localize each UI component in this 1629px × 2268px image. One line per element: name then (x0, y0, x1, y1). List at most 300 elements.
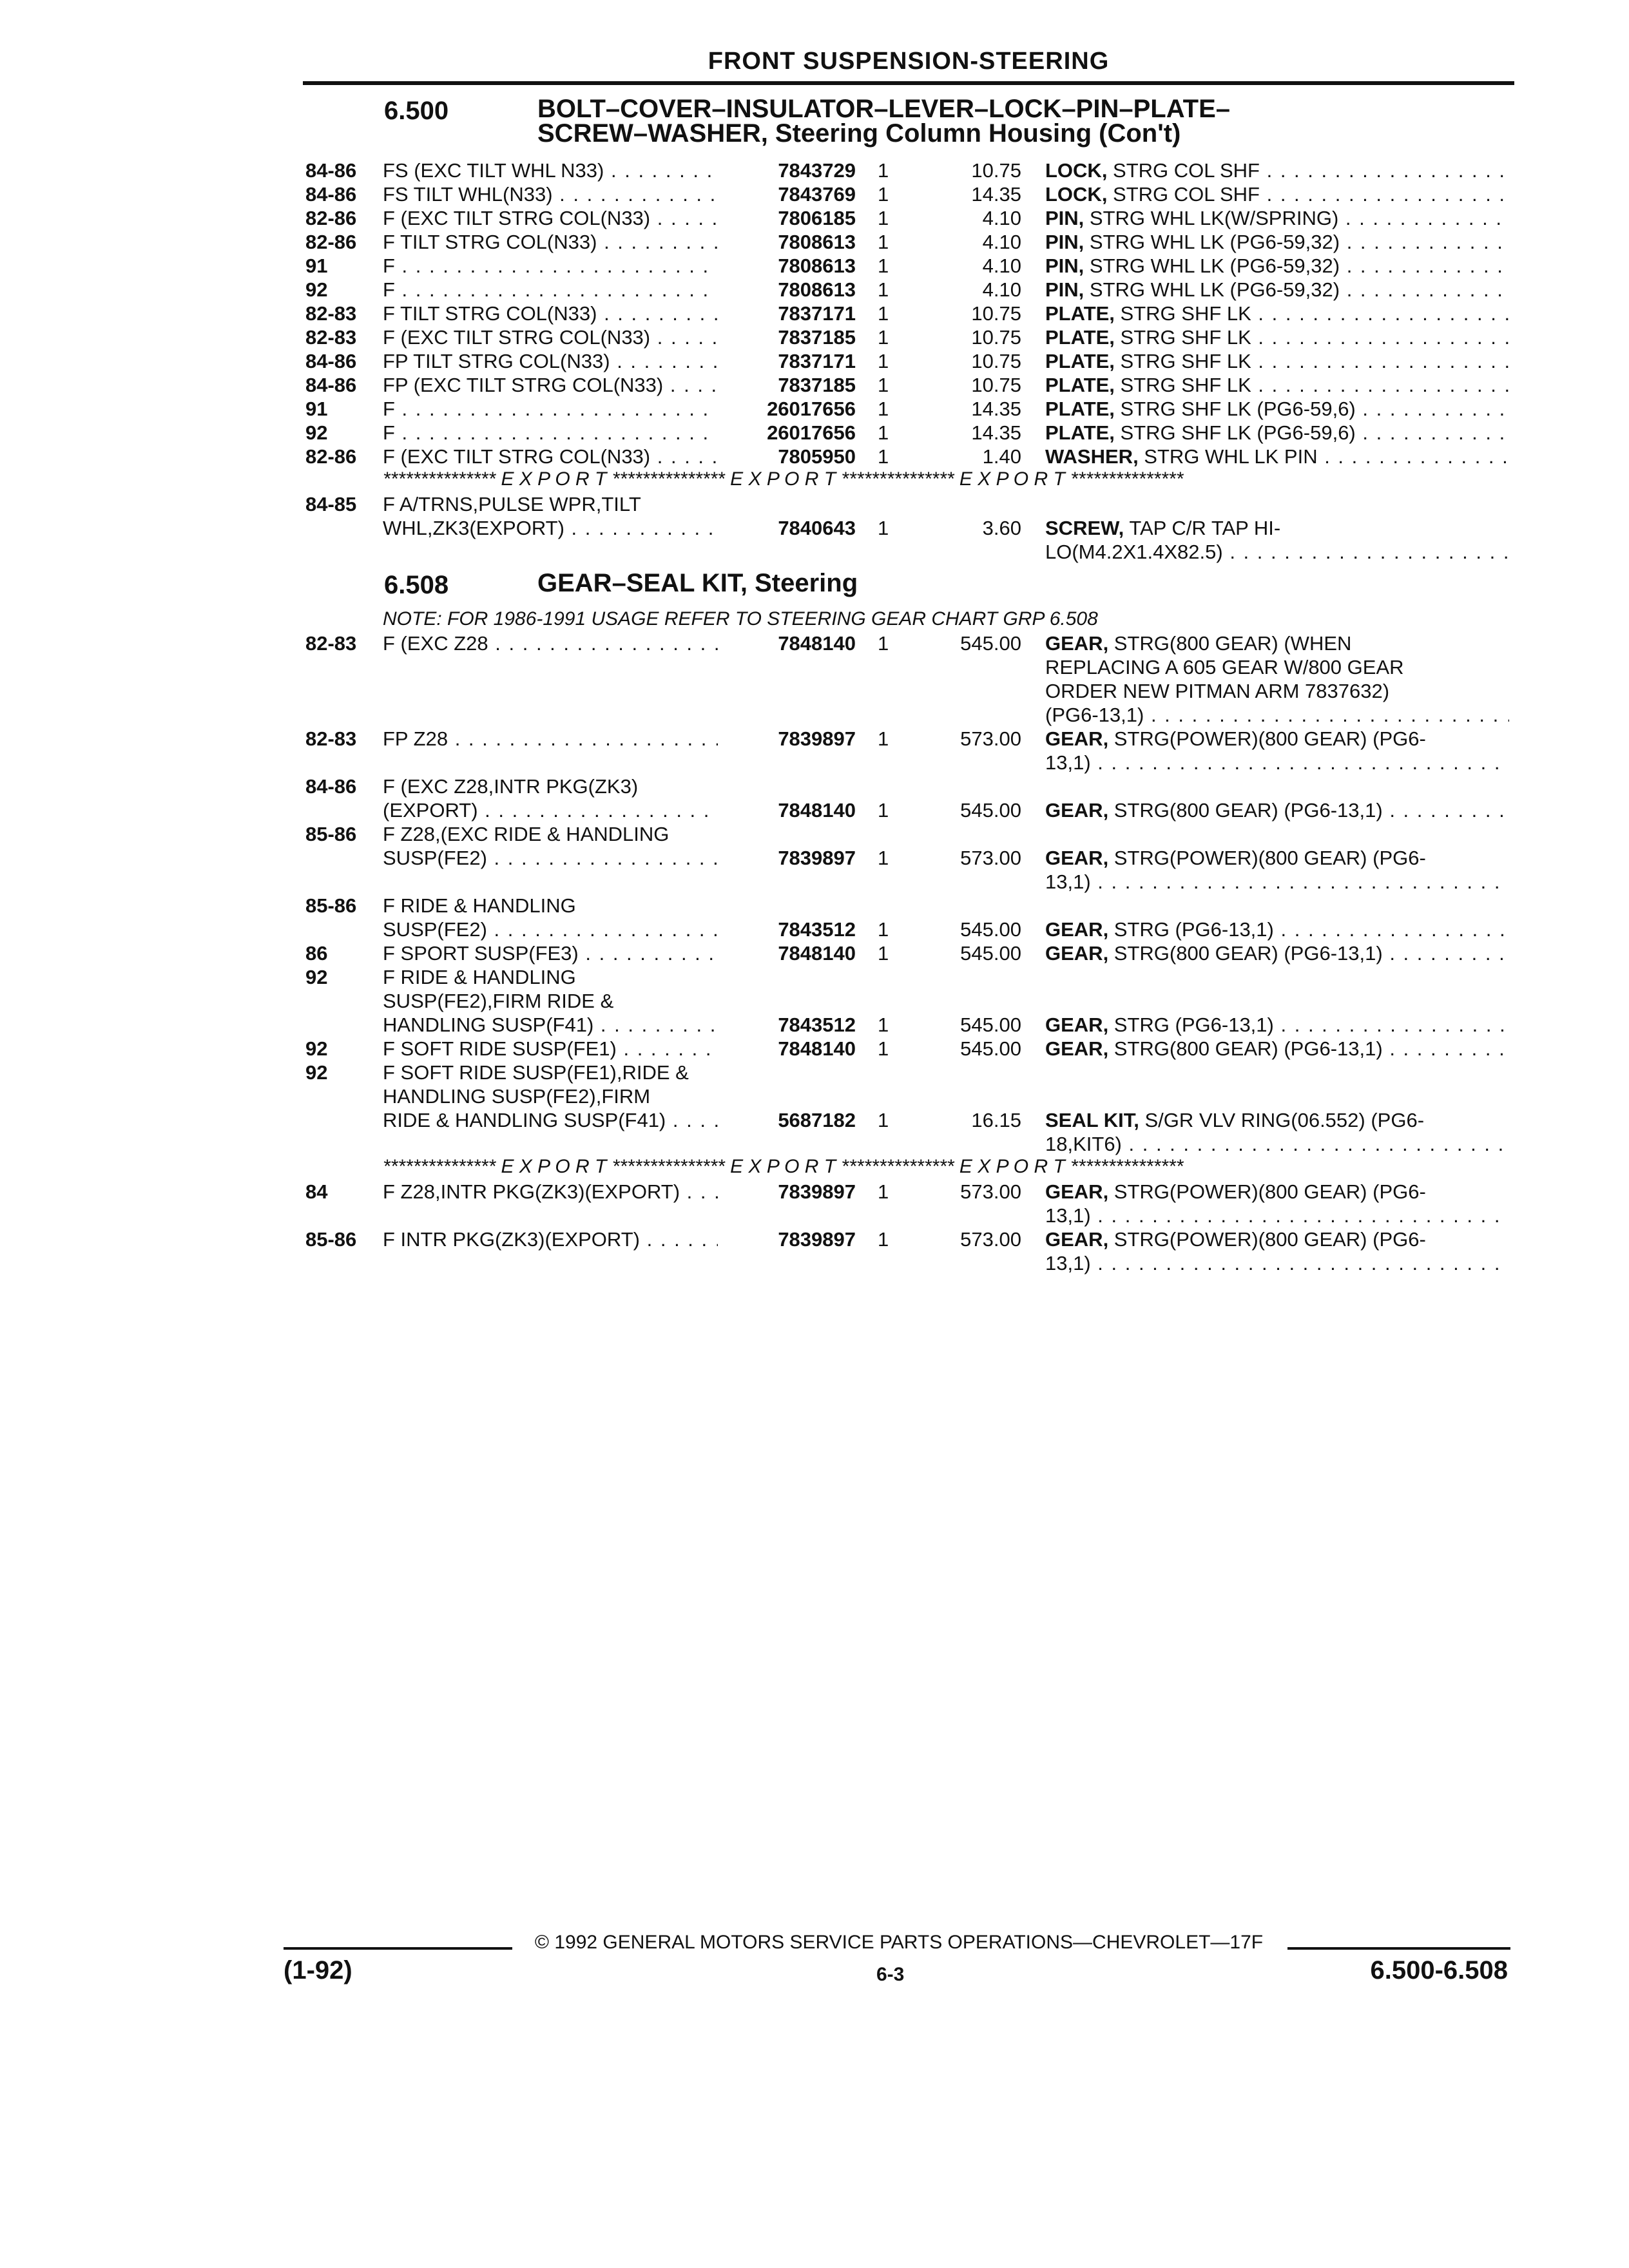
part-name-text: STRG SHF LK (1114, 374, 1251, 396)
model-years: 82-86 (305, 445, 357, 468)
model-years: 84-85 (305, 493, 357, 515)
part-number: 7848140 (778, 632, 856, 655)
quantity: 1 (878, 799, 889, 822)
usage-description-line: F TILT STRG COL(N33) . . . (383, 302, 718, 325)
table-row (0, 325, 1629, 349)
usage-description-line: SUSP(FE2),FIRM RIDE & (383, 990, 614, 1012)
usage-description (383, 1180, 718, 1204)
part-name-line (1045, 182, 1509, 206)
part-name (1045, 278, 1509, 302)
part-name (1045, 445, 1509, 468)
model-years: 84 (305, 1180, 328, 1203)
usage-description-line: HANDLING SUSP(F41) . . . (383, 1013, 718, 1037)
part-number: 7848140 (778, 1037, 856, 1060)
part-name (1045, 727, 1509, 774)
price: 545.00 (960, 799, 1021, 822)
price: 4.10 (982, 278, 1021, 301)
part-name-line (1045, 727, 1509, 751)
part-number: 7843512 (778, 1014, 856, 1036)
part-name-keyword: PIN, (1045, 231, 1084, 253)
part-name (1045, 230, 1509, 254)
usage-description (383, 421, 718, 445)
part-name-text: STRG (PG6-13,1) (1108, 918, 1274, 941)
table-row (0, 941, 1629, 965)
section-note: NOTE: FOR 1986-1991 USAGE REFER TO STEERING GEAR CHART GRP 6.508 (383, 608, 1098, 629)
part-name-line (1045, 1204, 1509, 1227)
model-years: 91 (305, 398, 328, 420)
part-name-keyword: PLATE, (1045, 302, 1115, 325)
part-name (1045, 941, 1509, 965)
usage-description-line: F Z28,INTR PKG(ZK3)(EXPORT) . . . (383, 1180, 718, 1204)
section-number: 6.508 (384, 571, 449, 599)
part-name-line (1045, 349, 1509, 373)
part-name (1045, 159, 1509, 182)
part-name-line (1045, 1013, 1509, 1037)
table-row (0, 965, 1629, 1037)
usage-description (383, 373, 718, 397)
part-name-line (1045, 254, 1509, 278)
part-name-text: 18,KIT6) (1045, 1133, 1122, 1155)
part-name-text: STRG WHL LK(W/SPRING) (1084, 207, 1339, 229)
usage-description-line: FP Z28 . . . (383, 727, 718, 751)
usage-description-line: FP TILT STRG COL(N33) . . . (383, 349, 718, 373)
price: 14.35 (971, 398, 1021, 420)
footer-section-range: 6.500-6.508 (1370, 1956, 1508, 1984)
footer-copyright: © 1992 GENERAL MOTORS SERVICE PARTS OPERATIONS—CHEVROLET—17F (534, 1932, 1264, 1953)
model-years: 84-86 (305, 159, 357, 182)
part-name-keyword: PLATE, (1045, 398, 1115, 420)
model-years: 92 (305, 966, 328, 988)
part-name-keyword: LOCK, (1045, 159, 1108, 182)
quantity: 1 (878, 183, 889, 206)
price: 4.10 (982, 231, 1021, 253)
part-name-text: STRG SHF LK (PG6-59,6) (1114, 421, 1356, 444)
price: 3.60 (982, 517, 1021, 539)
table-row (0, 1037, 1629, 1061)
usage-description (383, 894, 718, 941)
table-row (0, 182, 1629, 206)
part-name-line (1045, 1180, 1509, 1204)
part-name-keyword: GEAR, (1045, 1014, 1109, 1036)
table-row (0, 1180, 1629, 1227)
part-name-text: STRG COL SHF (1107, 183, 1260, 206)
quantity: 1 (878, 1180, 889, 1203)
part-name-text: 13,1) (1045, 751, 1091, 774)
quantity: 1 (878, 398, 889, 420)
part-name-keyword: GEAR, (1045, 632, 1109, 655)
part-name (1045, 397, 1509, 421)
usage-description (383, 206, 718, 230)
part-number: 26017656 (767, 421, 856, 444)
part-name-keyword: SEAL KIT, (1045, 1109, 1139, 1131)
price: 1.40 (982, 445, 1021, 468)
table-row (0, 774, 1629, 822)
price: 545.00 (960, 1014, 1021, 1036)
quantity: 1 (878, 374, 889, 396)
part-number: 7840643 (778, 517, 856, 539)
table-row (0, 822, 1629, 893)
part-name-line (1045, 302, 1509, 325)
price: 4.10 (982, 207, 1021, 229)
usage-description-line: F SPORT SUSP(FE3) . . . (383, 941, 718, 965)
usage-description-line: F SOFT RIDE SUSP(FE1),RIDE & (383, 1061, 689, 1084)
part-number: 26017656 (767, 398, 856, 420)
part-name-keyword: GEAR, (1045, 918, 1109, 941)
table-row (0, 1227, 1629, 1275)
part-name (1045, 1037, 1509, 1061)
usage-description-line: WHL,ZK3(EXPORT) . . . (383, 516, 718, 540)
part-number: 7843769 (778, 183, 856, 206)
usage-description-line: F Z28,(EXC RIDE & HANDLING (383, 823, 670, 845)
usage-description (383, 230, 718, 254)
usage-description (383, 631, 718, 655)
table-row (0, 397, 1629, 421)
part-name-line (1045, 397, 1509, 421)
quantity: 1 (878, 421, 889, 444)
usage-description-line: FS TILT WHL(N33) . . . (383, 182, 718, 206)
part-name-text: STRG WHL LK PIN (1138, 445, 1318, 468)
part-name-line (1045, 421, 1509, 445)
price: 10.75 (971, 350, 1021, 372)
usage-description-line: FP (EXC TILT STRG COL(N33) . . . (383, 373, 718, 397)
model-years: 91 (305, 255, 328, 277)
usage-description-line: (EXPORT) . . . (383, 798, 718, 822)
part-name-keyword: GEAR, (1045, 1180, 1109, 1203)
model-years: 84-86 (305, 374, 357, 396)
price: 573.00 (960, 1180, 1021, 1203)
part-name-text: S/GR VLV RING(06.552) (PG6- (1139, 1109, 1425, 1131)
usage-description (383, 278, 718, 302)
footer-rule (284, 1947, 512, 1950)
table-row (0, 1061, 1629, 1155)
table-row (0, 727, 1629, 774)
part-name-line (1045, 798, 1509, 822)
section-title: GEAR–SEAL KIT, Steering (537, 569, 858, 597)
part-number: 7848140 (778, 799, 856, 822)
part-name-line (1045, 159, 1509, 182)
part-number: 7808613 (778, 231, 856, 253)
part-name (1045, 421, 1509, 445)
page-header (303, 44, 1514, 85)
export-divider: *************** E X P O R T *************** E X P O R T *************** E X P O R T *************** (383, 1156, 1184, 1177)
part-number: 7839897 (778, 1228, 856, 1251)
usage-description-line: RIDE & HANDLING SUSP(F41) . . . (383, 1108, 718, 1132)
price: 545.00 (960, 1037, 1021, 1060)
usage-description (383, 965, 718, 1037)
usage-description (383, 727, 718, 751)
quantity: 1 (878, 1228, 889, 1251)
model-years: 82-83 (305, 632, 357, 655)
model-years: 92 (305, 1037, 328, 1060)
quantity: 1 (878, 350, 889, 372)
part-name-line (1045, 373, 1509, 397)
model-years: 84-86 (305, 775, 357, 798)
part-name-text: STRG WHL LK (PG6-59,32) (1084, 278, 1340, 301)
part-name (1045, 206, 1509, 230)
part-name (1045, 349, 1509, 373)
price: 14.35 (971, 421, 1021, 444)
part-name-keyword: WASHER, (1045, 445, 1139, 468)
usage-description-line: F RIDE & HANDLING (383, 966, 576, 988)
usage-description-line: F (EXC TILT STRG COL(N33) . . . (383, 445, 718, 468)
part-name-keyword: LOCK, (1045, 183, 1108, 206)
part-name-keyword: PIN, (1045, 278, 1084, 301)
part-name-text: TAP C/R TAP HI- (1124, 517, 1281, 539)
quantity: 1 (878, 445, 889, 468)
part-name-line (1045, 1037, 1509, 1061)
price: 16.15 (971, 1109, 1021, 1131)
part-name (1045, 1108, 1509, 1156)
price: 573.00 (960, 727, 1021, 750)
part-name-text: 13,1) (1045, 1252, 1091, 1274)
part-number: 7837171 (778, 350, 856, 372)
part-name-text: (PG6-13,1) (1045, 704, 1144, 726)
quantity: 1 (878, 231, 889, 253)
part-name-text: STRG(800 GEAR) (PG6-13,1) (1108, 799, 1383, 822)
part-name-line (1045, 206, 1509, 230)
part-name-text: STRG COL SHF (1107, 159, 1260, 182)
model-years: 86 (305, 942, 328, 965)
model-years: 92 (305, 278, 328, 301)
usage-description (383, 941, 718, 965)
quantity: 1 (878, 942, 889, 965)
part-name-line (1045, 540, 1509, 564)
part-number: 7848140 (778, 942, 856, 965)
part-name-text: STRG SHF LK (1114, 302, 1251, 325)
part-name-text: STRG SHF LK (PG6-59,6) (1114, 398, 1356, 420)
price: 545.00 (960, 942, 1021, 965)
part-number: 7839897 (778, 847, 856, 869)
part-name-line (1045, 1132, 1509, 1156)
price: 10.75 (971, 159, 1021, 182)
part-name-text: STRG WHL LK (PG6-59,32) (1084, 231, 1340, 253)
part-name-line (1045, 445, 1509, 468)
price: 545.00 (960, 918, 1021, 941)
part-name-text: STRG(800 GEAR) (PG6-13,1) (1108, 1037, 1383, 1060)
usage-description-line: F (EXC TILT STRG COL(N33) . . . (383, 325, 718, 349)
part-name (1045, 846, 1509, 894)
usage-description (383, 325, 718, 349)
usage-description-line: F RIDE & HANDLING (383, 894, 576, 917)
usage-description (383, 445, 718, 468)
model-years: 82-86 (305, 231, 357, 253)
part-number: 7837185 (778, 326, 856, 349)
table-row (0, 254, 1629, 278)
part-name (1045, 373, 1509, 397)
part-name-text: STRG(POWER)(800 GEAR) (PG6- (1108, 1228, 1426, 1251)
usage-description-line: HANDLING SUSP(FE2),FIRM (383, 1085, 651, 1108)
part-name (1045, 302, 1509, 325)
part-name-line (1045, 846, 1509, 870)
usage-description-line: F (EXC Z28,INTR PKG(ZK3) (383, 775, 639, 798)
quantity: 1 (878, 517, 889, 539)
model-years: 82-83 (305, 326, 357, 349)
part-name (1045, 1013, 1509, 1037)
usage-description (383, 349, 718, 373)
part-name-text: 13,1) (1045, 870, 1091, 893)
part-name-text: STRG (PG6-13,1) (1108, 1014, 1274, 1036)
part-name-line (1045, 751, 1509, 774)
part-name (1045, 918, 1509, 941)
part-name-line (1045, 1108, 1509, 1132)
part-number: 7839897 (778, 1180, 856, 1203)
usage-description (383, 1227, 718, 1251)
usage-description-line: F SOFT RIDE SUSP(FE1) . . . (383, 1037, 718, 1061)
model-years: 92 (305, 421, 328, 444)
model-years: 82-83 (305, 302, 357, 325)
quantity: 1 (878, 1109, 889, 1131)
quantity: 1 (878, 847, 889, 869)
footer-rule (1287, 1947, 1510, 1950)
part-name-text: STRG(800 GEAR) (WHEN (1108, 632, 1352, 655)
usage-description (383, 822, 718, 870)
part-number: 7805950 (778, 445, 856, 468)
usage-description-line: F A/TRNS,PULSE WPR,TILT (383, 493, 641, 515)
part-name (1045, 325, 1509, 349)
usage-description (383, 1061, 718, 1132)
table-row (0, 349, 1629, 373)
price: 4.10 (982, 255, 1021, 277)
part-name-line (1045, 230, 1509, 254)
usage-description-line: SUSP(FE2) . . . (383, 846, 718, 870)
table-row (0, 373, 1629, 397)
quantity: 1 (878, 1037, 889, 1060)
usage-description-line: F (EXC TILT STRG COL(N33) . . . (383, 206, 718, 230)
footer-page-number: 6-3 (876, 1964, 905, 1985)
part-name-text: STRG(POWER)(800 GEAR) (PG6- (1108, 1180, 1426, 1203)
part-name-keyword: GEAR, (1045, 847, 1109, 869)
part-name-text: ORDER NEW PITMAN ARM 7837632) (1045, 680, 1390, 702)
part-number: 7808613 (778, 278, 856, 301)
quantity: 1 (878, 326, 889, 349)
usage-description (383, 774, 718, 822)
part-name (1045, 516, 1509, 564)
part-name-keyword: GEAR, (1045, 942, 1109, 965)
part-number: 5687182 (778, 1109, 856, 1131)
price: 545.00 (960, 632, 1021, 655)
usage-description (383, 159, 718, 182)
table-row (0, 631, 1629, 727)
table-row (0, 230, 1629, 254)
model-years: 84-86 (305, 183, 357, 206)
part-name-text: STRG SHF LK (1114, 350, 1251, 372)
part-name-line (1045, 278, 1509, 302)
usage-description-line: F TILT STRG COL(N33) . . . (383, 230, 718, 254)
part-name-keyword: PLATE, (1045, 326, 1115, 349)
quantity: 1 (878, 727, 889, 750)
part-name-text: LO(M4.2X1.4X82.5) (1045, 541, 1223, 563)
part-name (1045, 798, 1509, 822)
part-name-keyword: PLATE, (1045, 421, 1115, 444)
price: 10.75 (971, 326, 1021, 349)
page-title: FRONT SUSPENSION-STEERING (708, 48, 1110, 75)
part-name-line (1045, 918, 1509, 941)
quantity: 1 (878, 302, 889, 325)
part-name (1045, 254, 1509, 278)
usage-description (383, 302, 718, 325)
table-row (0, 302, 1629, 325)
model-years: 84-86 (305, 350, 357, 372)
usage-description (383, 492, 718, 540)
table-row (0, 206, 1629, 230)
part-number: 7843729 (778, 159, 856, 182)
part-number: 7837185 (778, 374, 856, 396)
section-title-line: SCREW–WASHER, Steering Column Housing (Con't) (537, 119, 1181, 148)
part-name-keyword: PIN, (1045, 207, 1084, 229)
model-years: 82-83 (305, 727, 357, 750)
part-number: 7837171 (778, 302, 856, 325)
model-years: 92 (305, 1061, 328, 1084)
table-row (0, 445, 1629, 468)
part-name (1045, 1227, 1509, 1275)
section-title-line: BOLT–COVER–INSULATOR–LEVER–LOCK–PIN–PLATE– (537, 95, 1230, 123)
usage-description (383, 182, 718, 206)
part-number: 7806185 (778, 207, 856, 229)
price: 14.35 (971, 183, 1021, 206)
quantity: 1 (878, 1014, 889, 1036)
usage-description (383, 1037, 718, 1061)
part-name-text: STRG(POWER)(800 GEAR) (PG6- (1108, 847, 1426, 869)
part-name-text: 13,1) (1045, 1204, 1091, 1227)
part-name-line (1045, 941, 1509, 965)
part-name-text: REPLACING A 605 GEAR W/800 GEAR (1045, 656, 1404, 678)
table-row (0, 492, 1629, 563)
model-years: 85-86 (305, 823, 357, 845)
usage-description-line: F . . . (383, 421, 718, 445)
table-row (0, 159, 1629, 182)
part-name-keyword: GEAR, (1045, 1228, 1109, 1251)
part-name-text: STRG SHF LK (1114, 326, 1251, 349)
part-number: 7839897 (778, 727, 856, 750)
part-name (1045, 1180, 1509, 1227)
part-name-keyword: GEAR, (1045, 727, 1109, 750)
part-name-line (1045, 870, 1509, 894)
section-number: 6.500 (384, 97, 449, 125)
model-years: 82-86 (305, 207, 357, 229)
part-name-text: STRG(POWER)(800 GEAR) (PG6- (1108, 727, 1426, 750)
quantity: 1 (878, 632, 889, 655)
part-name-line (1045, 703, 1509, 727)
part-name-line (1045, 516, 1509, 540)
usage-description-line: SUSP(FE2) . . . (383, 918, 718, 941)
table-row (0, 278, 1629, 302)
part-name (1045, 631, 1509, 727)
quantity: 1 (878, 918, 889, 941)
part-name-keyword: GEAR, (1045, 799, 1109, 822)
quantity: 1 (878, 255, 889, 277)
part-name-line (1045, 325, 1509, 349)
part-name-text: STRG WHL LK (PG6-59,32) (1084, 255, 1340, 277)
part-name-line (1045, 1251, 1509, 1275)
part-name (1045, 182, 1509, 206)
table-row (0, 894, 1629, 941)
part-name-keyword: PIN, (1045, 255, 1084, 277)
quantity: 1 (878, 207, 889, 229)
model-years: 85-86 (305, 1228, 357, 1251)
quantity: 1 (878, 278, 889, 301)
model-years: 85-86 (305, 894, 357, 917)
usage-description-line: F (EXC Z28 . . . (383, 631, 718, 655)
table-row (0, 421, 1629, 445)
part-name-line (1045, 679, 1509, 703)
part-name-keyword: PLATE, (1045, 374, 1115, 396)
part-name-keyword: GEAR, (1045, 1037, 1109, 1060)
export-divider: *************** E X P O R T *************** E X P O R T *************** E X P O R T *************** (383, 468, 1184, 490)
usage-description (383, 254, 718, 278)
part-name-line (1045, 631, 1509, 655)
quantity: 1 (878, 159, 889, 182)
section-title (537, 97, 1230, 146)
